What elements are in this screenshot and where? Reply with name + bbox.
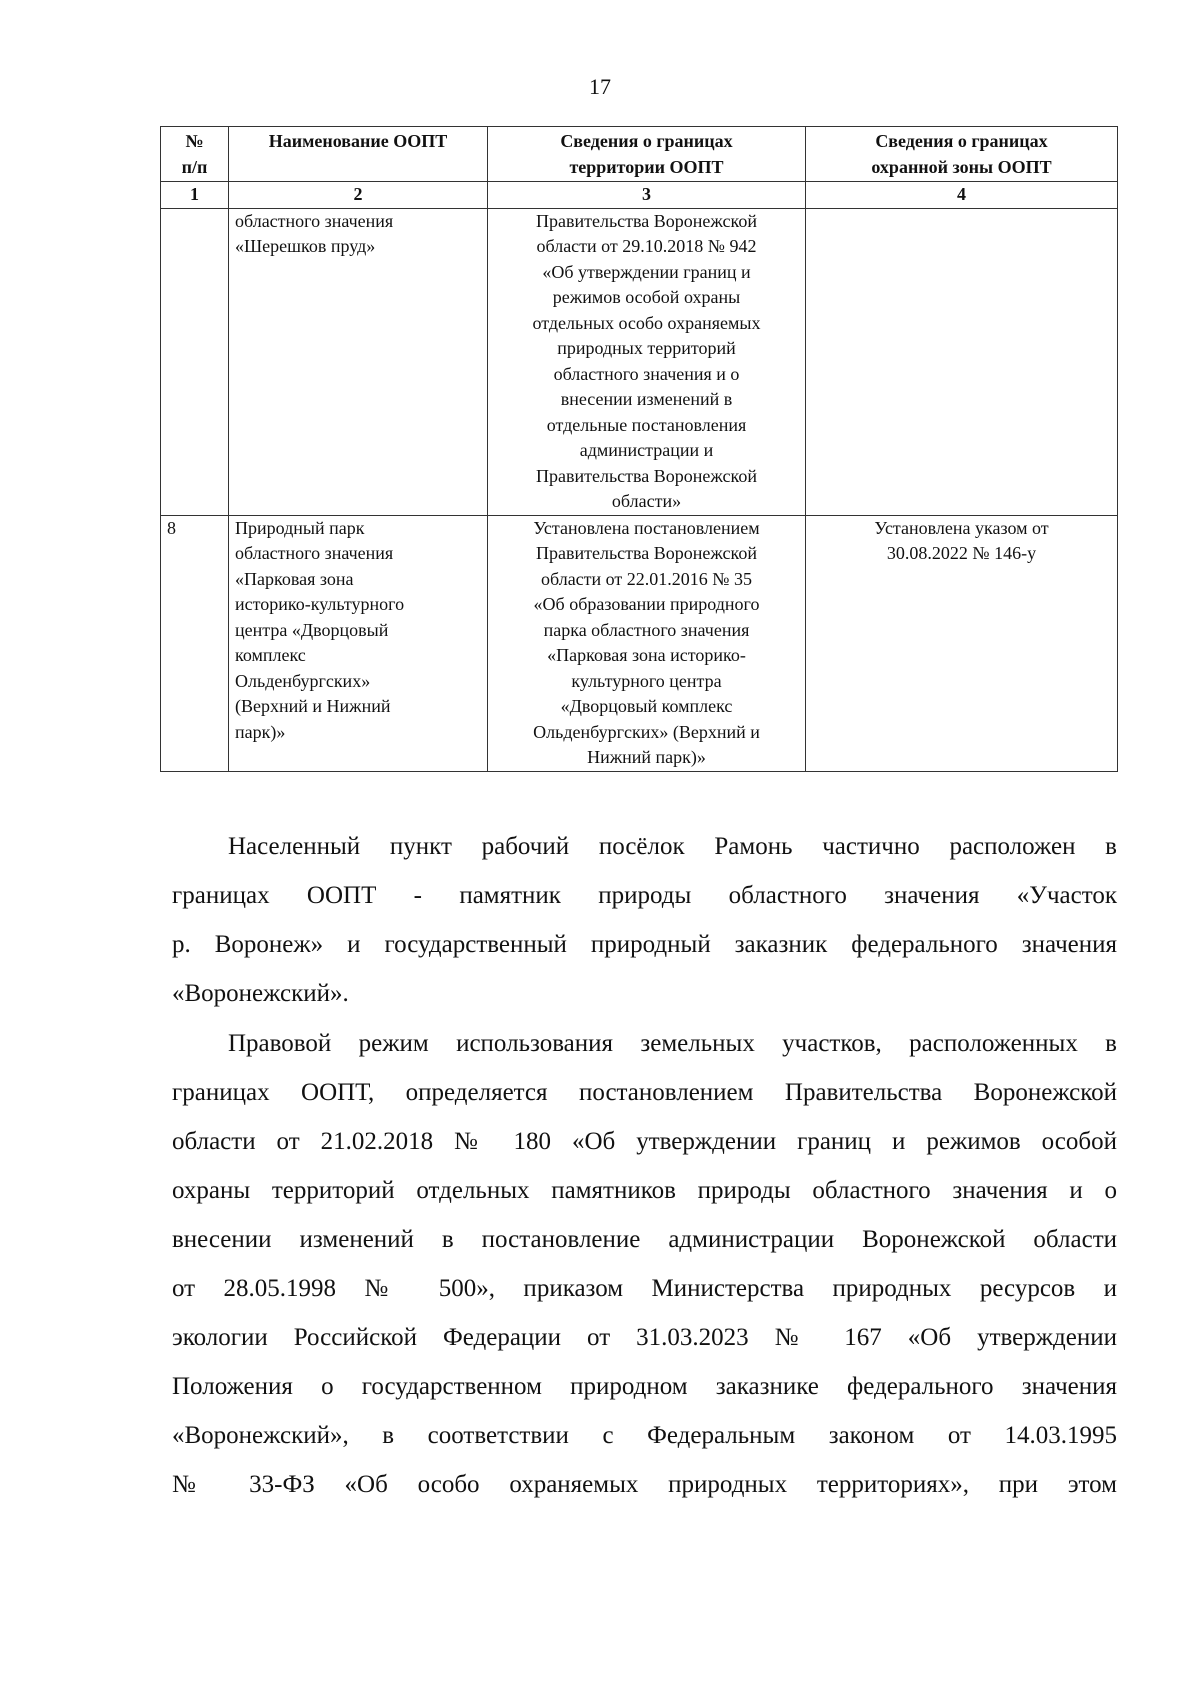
cell-line: областного значения и о (553, 363, 740, 384)
column-number: 4 (806, 182, 1118, 209)
cell-line: области от 29.10.2018 № 942 (536, 236, 757, 256)
cell-line: п/п (181, 156, 208, 177)
paragraph-line: Населенный пункт рабочий посёлок Рамонь частично расположен в (228, 833, 1117, 860)
cell-line: № (185, 131, 204, 151)
paragraph-line: № 33-ФЗ «Об особо охраняемых природных территориях», при этом (172, 1471, 1117, 1498)
cell-line: охранной зоны ООПТ (871, 156, 1052, 177)
header-num (161, 127, 229, 182)
cell-line: 30.08.2022 № 146-у (886, 543, 1037, 563)
cell-line: Правительства Воронежской (536, 465, 757, 486)
row-num-cell: 8 (161, 515, 229, 771)
cell-line: режимов особой охраны (552, 287, 741, 307)
cell-line: «Парковая зона историко- (547, 645, 746, 665)
cell-line: Сведения о границах (875, 131, 1048, 151)
row-territory-cell (488, 208, 806, 515)
cell-line: «Парковая зона (235, 568, 354, 589)
paragraph-line: границах ООПТ, определяется постановлением Правительства Воронежской (172, 1079, 1117, 1106)
cell-line: «Шерешков пруд» (235, 236, 376, 256)
cell-line: отдельные постановления (546, 414, 747, 435)
cell-line: области от 22.01.2016 № 35 (541, 568, 752, 589)
cell-line: Наименование ООПТ (268, 131, 448, 151)
column-number-row (161, 182, 1118, 209)
cell-line: культурного центра (571, 670, 722, 691)
cell-line: областного значения (235, 543, 394, 563)
column-number: 3 (488, 182, 806, 209)
paragraph-line: Правовой режим использования земельных участков, расположенных в (228, 1030, 1117, 1057)
cell-line: Нижний парк)» (587, 747, 706, 767)
cell-line: внесении изменений в (560, 389, 733, 409)
cell-line: центра «Дворцовый (235, 619, 389, 640)
paragraph-line: границах ООПТ - памятник природы областного значения «Участок (172, 882, 1117, 909)
table-header-row (161, 127, 1118, 182)
paragraph-line: «Воронежский», в соответствии с Федеральным законом от 14.03.1995 (172, 1422, 1117, 1449)
paragraph-ramon-location (172, 822, 1117, 1018)
cell-line: «Об образовании природного (533, 594, 760, 614)
cell-line: Правительства Воронежской (536, 210, 757, 231)
paragraph-line: области от 21.02.2018 № 180 «Об утверждении границ и режимов особой (172, 1128, 1117, 1155)
cell-line: природных территорий (557, 338, 736, 358)
row-territory-cell (488, 515, 806, 771)
cell-line: Ольденбургских» (Верхний и (533, 721, 760, 742)
paragraph-line: р. Воронеж» и государственный природный заказник федерального значения (172, 931, 1117, 958)
cell-line: Ольденбургских» (235, 670, 371, 691)
row-zone-cell (806, 208, 1118, 515)
cell-line: Установлена постановлением (533, 517, 760, 538)
cell-line: парка областного значения (543, 619, 750, 640)
paragraph-line: «Воронежский». (172, 980, 349, 1007)
paragraph-legal-regime (172, 1019, 1117, 1509)
paragraph-line: внесении изменений в постановление администрации Воронежской области (172, 1226, 1117, 1253)
row-name-cell (229, 208, 488, 515)
cell-line: областного значения (235, 210, 394, 231)
row-name-cell (229, 515, 488, 771)
column-number: 2 (229, 182, 488, 209)
table-row (161, 208, 1118, 515)
header-zone (806, 127, 1118, 182)
cell-line: территории ООПТ (569, 156, 724, 177)
paragraph-line: Положения о государственном природном заказнике федерального значения (172, 1373, 1117, 1400)
oopt-table (160, 126, 1118, 772)
table-row (161, 515, 1118, 771)
cell-line: отдельных особо охраняемых (532, 312, 761, 333)
row-zone-cell (806, 515, 1118, 771)
cell-line: (Верхний и Нижний (235, 696, 391, 716)
header-territory (488, 127, 806, 182)
row-num-cell (161, 208, 229, 515)
cell-line: историко-культурного (235, 594, 405, 614)
paragraph-line: от 28.05.1998 № 500», приказом Министерства природных ресурсов и (172, 1275, 1117, 1302)
cell-line: «Дворцовый комплекс (560, 696, 733, 716)
header-name (229, 127, 488, 182)
cell-line: парк)» (235, 721, 286, 742)
column-number: 1 (161, 182, 229, 209)
cell-line: администрации и (579, 440, 714, 460)
cell-line: Установлена указом от (874, 517, 1049, 538)
cell-line: Правительства Воронежской (536, 543, 757, 563)
cell-line: Природный парк (235, 517, 365, 538)
paragraph-line: охраны территорий отдельных памятников природы областного значения и о (172, 1177, 1117, 1204)
page-number: 17 (589, 74, 611, 99)
paragraph-line: экологии Российской Федерации от 31.03.2023 № 167 «Об утверждении (172, 1324, 1117, 1351)
cell-line: области» (611, 491, 682, 511)
cell-line: «Об утверждении границ и (542, 261, 751, 282)
cell-line: комплекс (235, 645, 306, 665)
cell-line: Сведения о границах (560, 131, 733, 151)
